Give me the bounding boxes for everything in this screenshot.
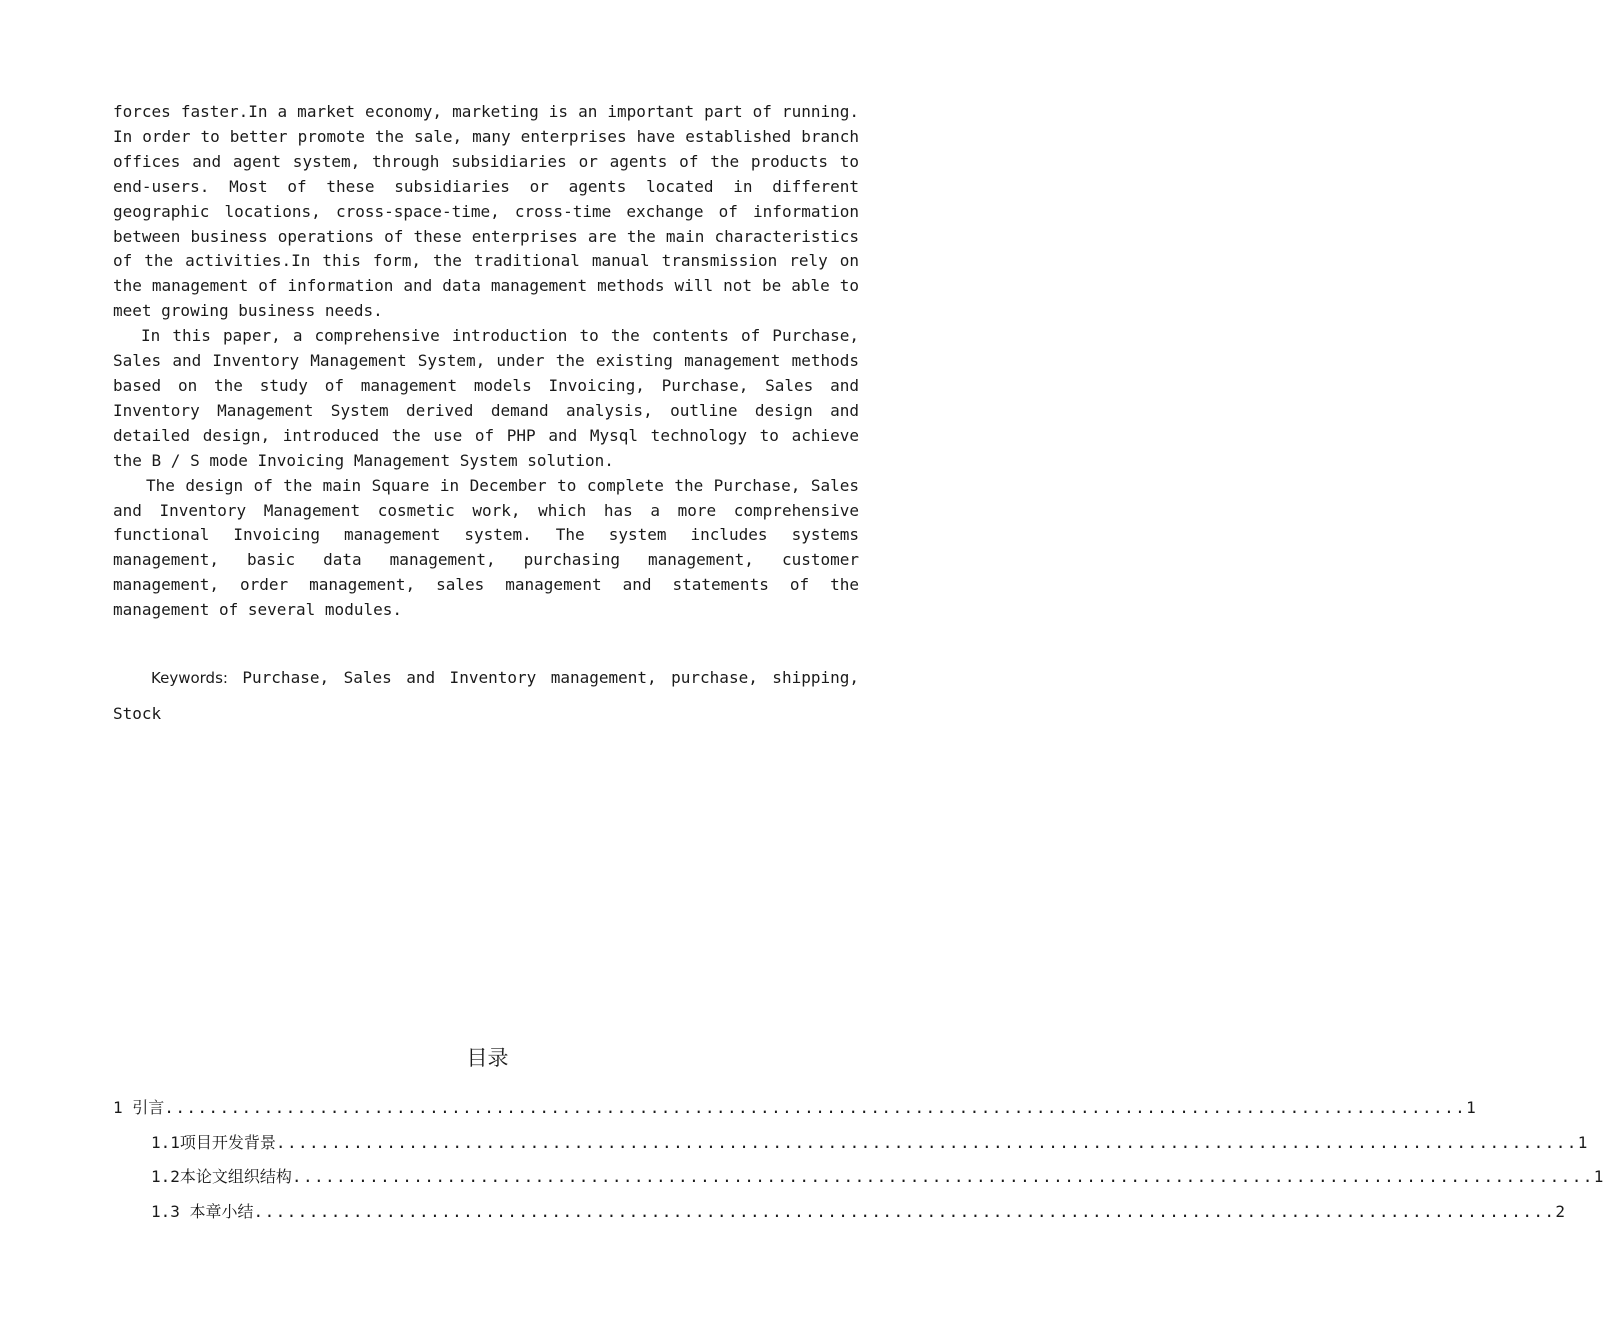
toc-page-number: 2 [1555,1202,1566,1222]
toc-entry[interactable] [113,1164,1603,1199]
toc-entry[interactable] [113,1095,1476,1130]
toc-dot-leader: ...................................................................................................................... [164,1098,1467,1117]
abstract-paragraph-3: The design of the main Square in December to complete the Purchase, Sales and Inventory Management cosmetic work, which has a more comprehensive functional Invoicing management system. The system includes systems management, basic data management, purchasing management, customer management, order management, sales management and statements of the management of several modules. [113,475,859,620]
abstract-body [113,100,859,623]
toc-entry[interactable] [113,1130,1588,1165]
keywords-line [113,660,859,732]
toc-page-number: 1 [1466,1098,1476,1117]
toc-entry[interactable] [113,1199,1566,1234]
abstract-paragraph-2: In this paper, a comprehensive introduction to the contents of Purchase, Sales and Inventory Management System, under the existing management methods based on the study of management models Invoicing, Purchase, Sales and Inventory Management System derived demand analysis, outline design and detailed design, introduced the use of PHP and Mysql technology to achieve the B / S mode Invoicing Management System solution. [113,326,859,470]
toc-dot-leader: ...................................................................................................................... [291,1167,1594,1187]
toc-entry-label: 1 引言 [113,1098,165,1117]
toc-entry-label: 1.2本论文组织结构 [151,1167,292,1187]
toc-entry-label: 1.1项目开发背景 [151,1132,276,1152]
keywords-text: Purchase, Sales and Inventory management, purchase, shipping, Stock [113,668,859,723]
table-of-contents [113,1095,1603,1234]
toc-dot-leader: ...................................................................................................................... [275,1132,1578,1152]
toc-page-number: 1 [1577,1132,1588,1152]
toc-title: 目录 [466,1046,509,1070]
abstract-paragraph-1: forces faster.In a market economy, marketing is an important part of running. In order to better promote the sale, many enterprises have established branch offices and agent system, through subsidiaries or agents of the products to end-users. Most of these subsidiaries or agents located in different geographic locations, cross-space-time, cross-time exchange of information between business operations of these enterprises are the main characteristics of the activities.In this form, the traditional manual transmission rely on the management of information and data management methods will not be able to meet growing business needs. [113,102,859,321]
toc-entry-label: 1.3 本章小结 [151,1202,254,1222]
toc-page-number: 1 [1593,1167,1603,1187]
toc-dot-leader: ...................................................................................................................... [253,1202,1556,1222]
keywords-label: Keywords: [151,669,228,687]
